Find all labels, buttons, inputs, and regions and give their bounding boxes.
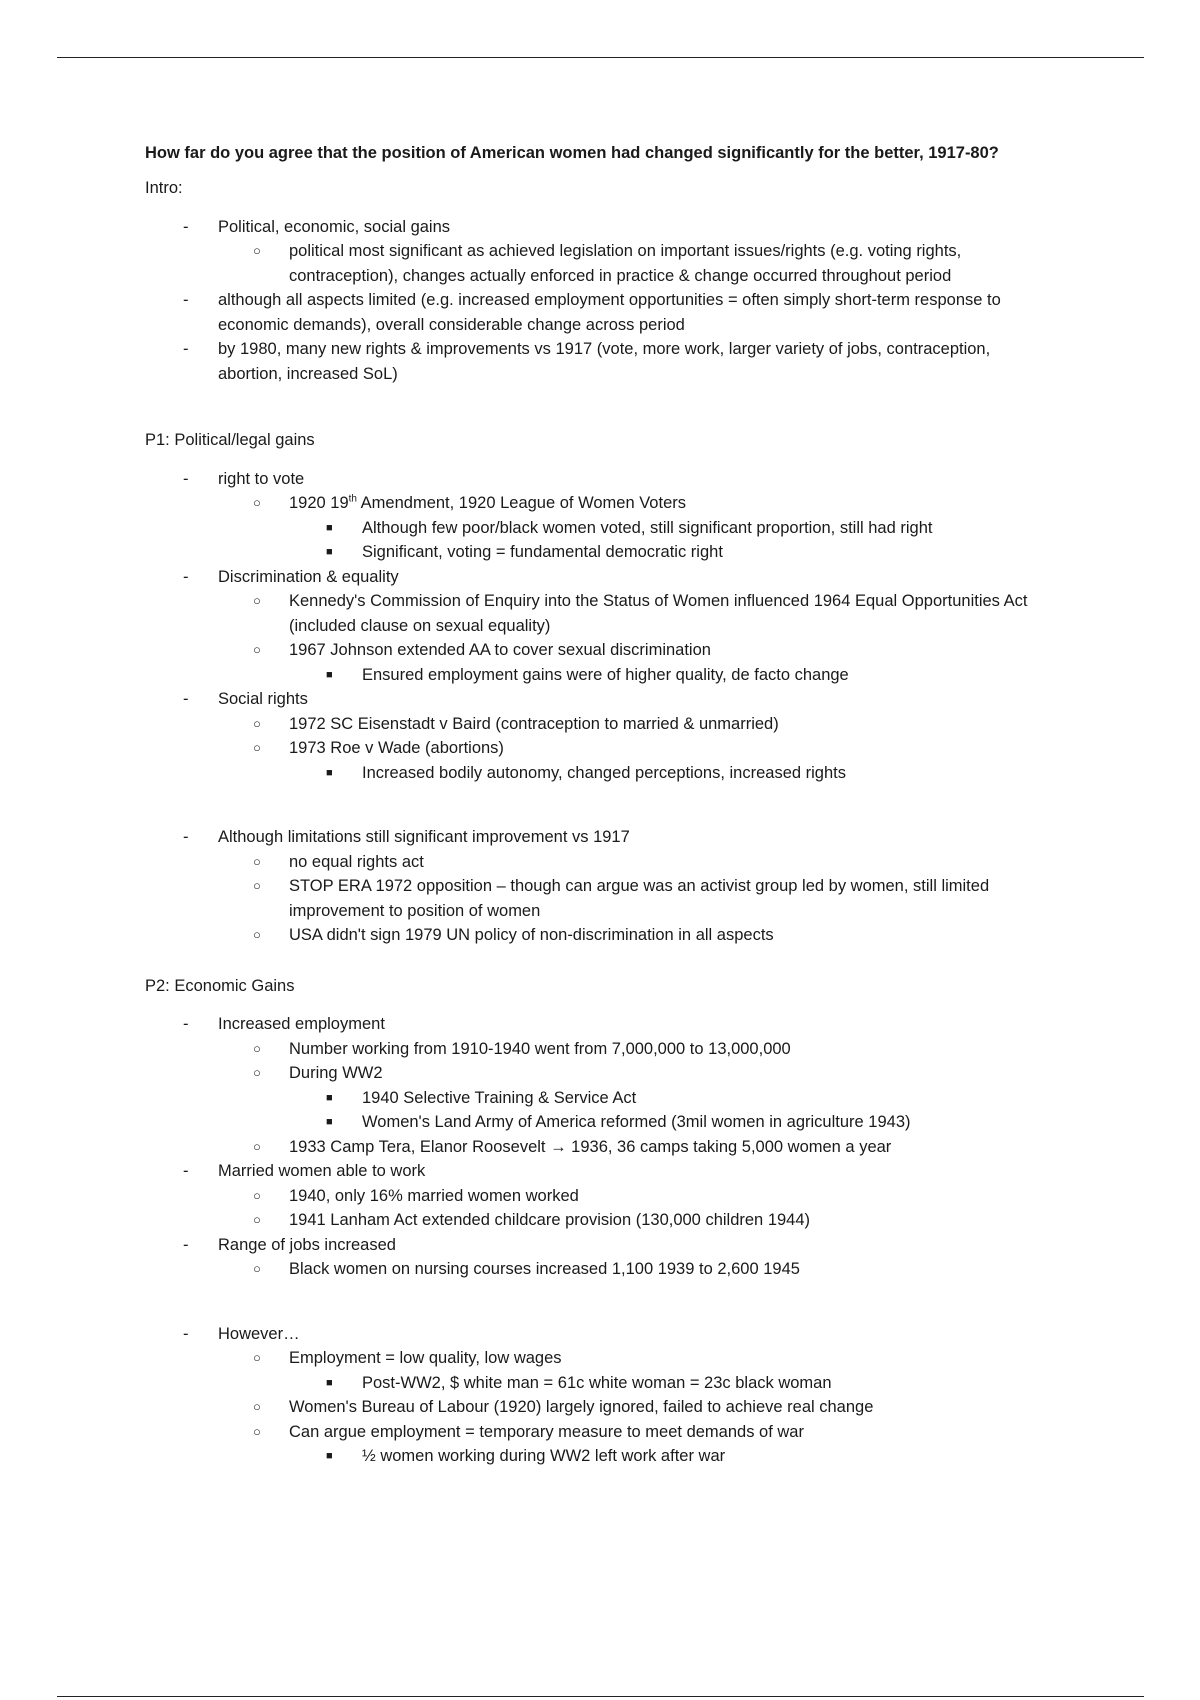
- dash-bullet-icon: -: [183, 1162, 189, 1180]
- list-item: ○ 1933 Camp Tera, Elanor Roosevelt → 1936, 36 camps taking 5,000 women a year: [216, 1135, 1045, 1160]
- list-item: ■ Increased bodily autonomy, changed perceptions, increased rights: [289, 761, 1045, 786]
- circle-bullet-icon: ○: [253, 243, 261, 258]
- dash-bullet-icon: -: [183, 291, 189, 309]
- list-item: ○ During WW2 ■ 1940 Selective Training & Service Act ■ Women's Land Army of America reformed (3mil women in agriculture 1943): [216, 1061, 1045, 1135]
- p2-heading: P2: Economic Gains: [145, 976, 295, 995]
- list-item: ○ 1967 Johnson extended AA to cover sexual discrimination ■ Ensured employment gains were of higher quality, de facto change: [216, 638, 1045, 687]
- list-item: ○ Kennedy's Commission of Enquiry into the Status of Women influenced 1964 Equal Opportunities Act (included clause on sexual equality): [216, 589, 1045, 638]
- dash-bullet-icon: -: [183, 340, 189, 358]
- list-item: ○ Can argue employment = temporary measure to meet demands of war ■ ½ women working during WW2 left work after war: [216, 1420, 1045, 1469]
- square-bullet-icon: ■: [326, 1091, 333, 1104]
- list-item: ■ ½ women working during WW2 left work after war: [289, 1444, 1045, 1469]
- intro-heading: Intro:: [145, 179, 183, 197]
- list-item: ○ Black women on nursing courses increased 1,100 1939 to 2,600 1945: [216, 1257, 1045, 1282]
- circle-bullet-icon: ○: [253, 715, 261, 731]
- list-item: - However… ○ Employment = low quality, low wages ■ Post-WW2, $ white man = 61c white woman = 23c black woman ○ Women's Bureau of Labour (1920) largely ignored, failed to achieve real change ○ Can argue employment = temporary measure to meet demands of war ■ ½ women working during WW2 left work after war: [145, 1322, 1045, 1469]
- list-item: ○ USA didn't sign 1979 UN policy of non-discrimination in all aspects: [216, 923, 1045, 948]
- dash-bullet-icon: -: [183, 690, 189, 708]
- square-bullet-icon: ■: [326, 1376, 333, 1389]
- circle-bullet-icon: ○: [253, 1399, 261, 1414]
- circle-bullet-icon: ○: [253, 642, 261, 657]
- header-rule: [57, 57, 1144, 58]
- dash-bullet-icon: -: [183, 828, 189, 846]
- list-item: ○ 1941 Lanham Act extended childcare provision (130,000 children 1944): [216, 1208, 1045, 1233]
- list-item: ■ Post-WW2, $ white man = 61c white woman = 23c black woman: [289, 1371, 1045, 1396]
- list-item: ○ 1920 19th Amendment, 1920 League of Women Voters ■ Although few poor/black women voted, still significant proportion, still had right ■ Significant, voting = fundamental democratic right: [216, 491, 1045, 565]
- list-item: - by 1980, many new rights & improvements vs 1917 (vote, more work, larger variety of jobs, contraception, abortion, increased SoL): [145, 337, 1045, 386]
- list-item: ○ 1972 SC Eisenstadt v Baird (contraception to married & unmarried): [216, 712, 1045, 737]
- circle-bullet-icon: ○: [253, 878, 261, 893]
- circle-bullet-icon: ○: [253, 740, 261, 755]
- dash-bullet-icon: -: [183, 567, 189, 586]
- circle-bullet-icon: ○: [253, 1187, 261, 1203]
- circle-bullet-icon: ○: [253, 1065, 261, 1080]
- footer-rule: [57, 1696, 1144, 1697]
- circle-bullet-icon: ○: [253, 593, 261, 608]
- square-bullet-icon: ■: [326, 1450, 333, 1462]
- circle-bullet-icon: ○: [253, 1138, 261, 1154]
- list-item: ○ political most significant as achieved legislation on important issues/rights (e.g. voting rights, contraception), changes actually enforced in practice & change occurred throughout period: [216, 239, 1045, 288]
- p1-limitations-list: [145, 825, 1045, 948]
- dash-bullet-icon: -: [183, 1235, 189, 1254]
- circle-bullet-icon: ○: [253, 853, 261, 869]
- square-bullet-icon: ■: [326, 766, 333, 779]
- dash-bullet-icon: -: [183, 1324, 189, 1343]
- list-item: ○ Employment = low quality, low wages ■ Post-WW2, $ white man = 61c white woman = 23c black woman: [216, 1346, 1045, 1395]
- square-bullet-icon: ■: [326, 668, 333, 681]
- essay-question: How far do you agree that the position of American women had changed significantly for the better, 1917-80?: [145, 144, 999, 162]
- p2-list: [145, 1012, 1045, 1282]
- list-item: - Range of jobs increased ○ Black women on nursing courses increased 1,100 1939 to 2,600 1945: [145, 1233, 1045, 1282]
- square-bullet-icon: ■: [326, 546, 333, 558]
- list-item: ○ Women's Bureau of Labour (1920) largely ignored, failed to achieve real change: [216, 1395, 1045, 1420]
- list-item: ○ 1940, only 16% married women worked: [216, 1184, 1045, 1209]
- intro-list: [145, 215, 1045, 387]
- list-item: - Political, economic, social gains ○ political most significant as achieved legislation on important issues/rights (e.g. voting rights, contraception), changes actually enforced in practice & change occurred throughout period: [145, 215, 1045, 289]
- circle-bullet-icon: ○: [253, 1423, 261, 1439]
- list-item: - Discrimination & equality ○ Kennedy's Commission of Enquiry into the Status of Women influenced 1964 Equal Opportunities Act (included clause on sexual equality) ○ 1967 Johnson extended AA to cover sexual discrimination ■ Ensured employment gains were of higher quality, de facto change: [145, 565, 1045, 688]
- dash-bullet-icon: -: [183, 469, 189, 488]
- list-item: ○ STOP ERA 1972 opposition – though can argue was an activist group led by women, still limited improvement to position of women: [216, 874, 1045, 923]
- list-item: ■ 1940 Selective Training & Service Act: [289, 1086, 1045, 1111]
- list-item: ○ 1973 Roe v Wade (abortions) ■ Increased bodily autonomy, changed perceptions, increased rights: [216, 736, 1045, 785]
- list-item: ○ no equal rights act: [216, 850, 1045, 875]
- circle-bullet-icon: ○: [253, 1350, 261, 1365]
- list-item: - although all aspects limited (e.g. increased employment opportunities = often simply short-term response to economic demands), overall considerable change across period: [145, 288, 1045, 337]
- list-item: - Social rights ○ 1972 SC Eisenstadt v Baird (contraception to married & unmarried) ○ 1973 Roe v Wade (abortions) ■ Increased bodily autonomy, changed perceptions, increased rights: [145, 687, 1045, 785]
- document-body: [145, 140, 1045, 1469]
- square-bullet-icon: ■: [326, 1116, 333, 1128]
- circle-bullet-icon: ○: [253, 1261, 261, 1276]
- list-item: - right to vote ○ 1920 19th Amendment, 1920 League of Women Voters ■ Although few poor/black women voted, still significant proportion, still had right ■ Significant, voting = fundamental democratic right: [145, 467, 1045, 565]
- list-item: ■ Significant, voting = fundamental democratic right: [289, 540, 1045, 565]
- dash-bullet-icon: -: [183, 217, 189, 236]
- list-item: ○ Number working from 1910-1940 went from 7,000,000 to 13,000,000: [216, 1037, 1045, 1062]
- circle-bullet-icon: ○: [253, 927, 261, 942]
- list-item: - Although limitations still significant improvement vs 1917 ○ no equal rights act ○ STOP ERA 1972 opposition – though can argue was an activist group led by women, still limited improvement to position of women ○ USA didn't sign 1979 UN policy of non-discrimination in all aspects: [145, 825, 1045, 948]
- list-item: - Married women able to work ○ 1940, only 16% married women worked ○ 1941 Lanham Act extended childcare provision (130,000 children 1944): [145, 1159, 1045, 1233]
- p1-heading: P1: Political/legal gains: [145, 431, 315, 449]
- square-bullet-icon: ■: [326, 521, 333, 534]
- circle-bullet-icon: ○: [253, 1040, 261, 1056]
- list-item: - Increased employment ○ Number working from 1910-1940 went from 7,000,000 to 13,000,000 ○ During WW2 ■ 1940 Selective Training & Service Act ■ Women's Land Army of America reformed (3mil women in agriculture 1943) ○ 1933 Camp Tera, Elanor Roosevelt → 1936, 36 camps taking 5,000 women a year: [145, 1012, 1045, 1159]
- list-item: ■ Although few poor/black women voted, still significant proportion, still had right: [289, 516, 1045, 541]
- p2-however-list: [145, 1322, 1045, 1469]
- circle-bullet-icon: ○: [253, 1212, 261, 1227]
- list-item: ■ Women's Land Army of America reformed (3mil women in agriculture 1943): [289, 1110, 1045, 1135]
- p1-list: [145, 467, 1045, 786]
- list-item: ■ Ensured employment gains were of higher quality, de facto change: [289, 663, 1045, 688]
- circle-bullet-icon: ○: [253, 495, 261, 510]
- dash-bullet-icon: -: [183, 1015, 189, 1033]
